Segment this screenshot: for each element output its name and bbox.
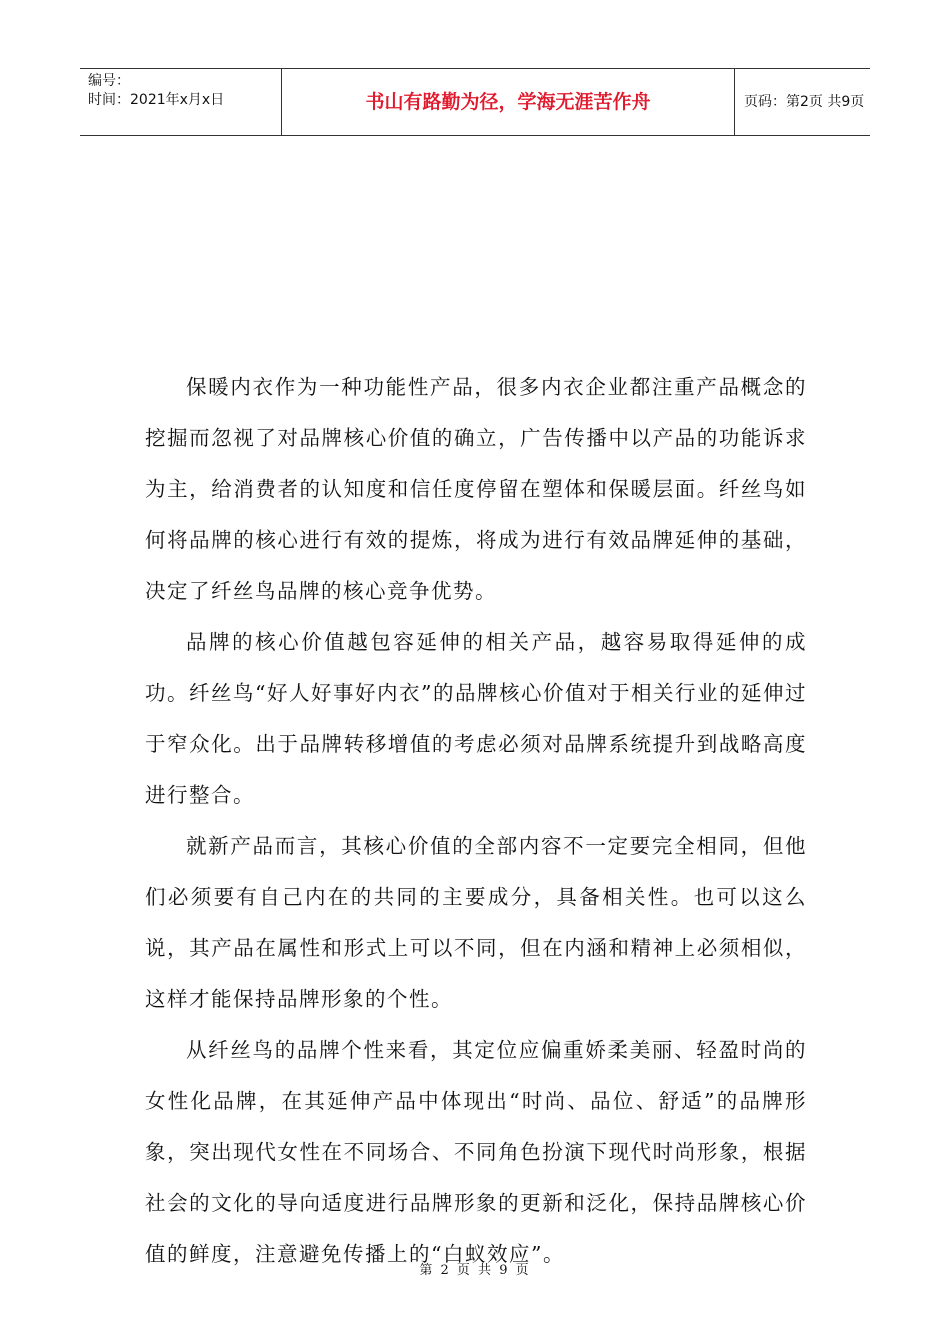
- paragraph: 从纤丝鸟的品牌个性来看，其定位应偏重娇柔美丽、轻盈时尚的女性化品牌，在其延伸产品中体现出“时尚、品位、舒适”的品牌形象，突出现代女性在不同场合、不同角色扮演下现代时尚形象，根据社会的文化的导向适度进行品牌形象的更新和泛化，保持品牌核心价值的鲜度，注意避免传播上的“白蚁效应”。: [145, 1038, 807, 1266]
- document-number-label: 编号：: [88, 73, 130, 89]
- paragraph: 就新产品而言，其核心价值的全部内容不一定要完全相同，但他们必须要有自己内在的共同的主要成分，具备相关性。也可以这么说，其产品在属性和形式上可以不同，但在内涵和精神上必须相似，这样才能保持品牌形象的个性。: [145, 834, 807, 1011]
- document-time-label: 时间：2021年x月x日: [88, 92, 225, 108]
- page-footer: 第 2 页 共 9 页: [419, 1263, 531, 1278]
- paragraph: 品牌的核心价值越包容延伸的相关产品，越容易取得延伸的成功。纤丝鸟“好人好事好内衣”的品牌核心价值对于相关行业的延伸过于窄众化。出于品牌转移增值的考虑必须对品牌系统提升到战略高度进行整合。: [145, 630, 807, 807]
- page-header: [80, 68, 870, 136]
- header-meta-cell: [80, 69, 282, 135]
- header-motto: 书山有路勤为径，学海无涯苦作舟: [282, 69, 735, 135]
- document-body: [145, 362, 807, 1280]
- paragraph: 保暖内衣作为一种功能性产品，很多内衣企业都注重产品概念的挖掘而忽视了对品牌核心价值的确立，广告传播中以产品的功能诉求为主，给消费者的认知度和信任度停留在塑体和保暖层面。纤丝鸟如何将品牌的核心进行有效的提炼，将成为进行有效品牌延伸的基础，决定了纤丝鸟品牌的核心竞争优势。: [145, 375, 807, 603]
- header-page-info: 页码：第2页 共9页: [744, 94, 865, 110]
